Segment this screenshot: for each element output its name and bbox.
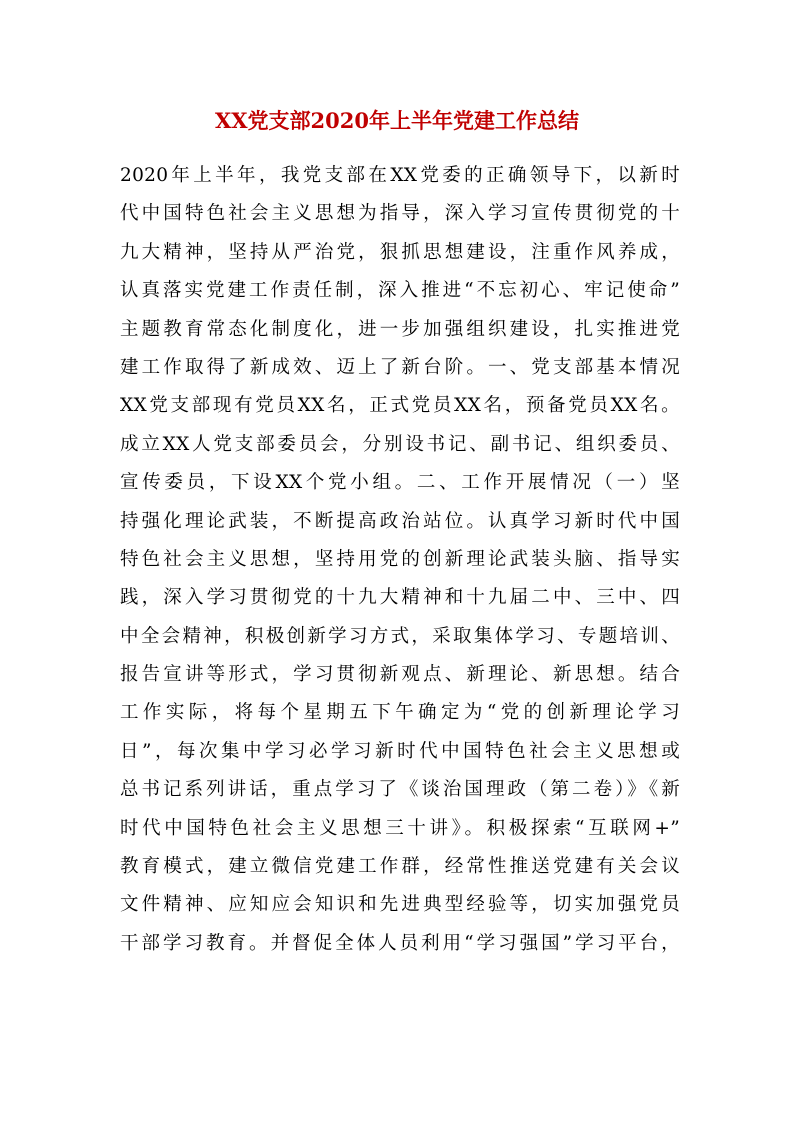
body-line: 报告宣讲等形式，学习贯彻新观点、新理论、新思想。结合 <box>120 664 680 686</box>
body-line: 工作实际，将每个星期五下午确定为“党的创新理论学习 <box>120 702 680 724</box>
document-title: XX党支部2020年上半年党建工作总结 <box>214 108 580 133</box>
body-line: 建工作取得了新成效、迈上了新台阶。一、党支部基本情况 <box>120 356 680 378</box>
body-line: 日”，每次集中学习必学习新时代中国特色社会主义思想或 <box>120 740 680 762</box>
body-line: XX党支部现有党员XX名，正式党员XX名，预备党员XX名。 <box>120 395 680 417</box>
body-line: 总书记系列讲话，重点学习了《谈治国理政（第二卷）》《新 <box>120 779 680 801</box>
body-line: 践，深入学习贯彻党的十九大精神和十九届二中、三中、四 <box>120 587 680 609</box>
body-line: 主题教育常态化制度化，进一步加强组织建设，扎实推进党 <box>120 318 680 340</box>
body-line: 代中国特色社会主义思想为指导，深入学习宣传贯彻党的十 <box>120 203 680 225</box>
body-line: 特色社会主义思想，坚持用党的创新理论武装头脑、指导实 <box>120 548 680 570</box>
body-line: 成立XX人党支部委员会，分别设书记、副书记、组织委员、 <box>120 433 680 455</box>
body-line: 宣传委员，下设XX个党小组。二、工作开展情况（一）坚 <box>120 472 680 494</box>
body-line: 持强化理论武装，不断提高政治站位。认真学习新时代中国 <box>120 510 680 532</box>
body-line: 教育模式，建立微信党建工作群，经常性推送党建有关会议 <box>120 856 680 878</box>
body-line: 干部学习教育。并督促全体人员利用“学习强国”学习平台， <box>120 932 680 954</box>
document-body <box>120 157 680 963</box>
body-line: 文件精神、应知应会知识和先进典型经验等，切实加强党员 <box>120 894 680 916</box>
body-line: 中全会精神，积极创新学习方式，采取集体学习、专题培训、 <box>120 625 680 647</box>
body-line: 九大精神，坚持从严治党，狠抓思想建设，注重作风养成， <box>120 241 680 263</box>
body-line: 认真落实党建工作责任制，深入推进“不忘初心、牢记使命” <box>120 280 680 302</box>
body-line: 2020年上半年，我党支部在XX党委的正确领导下，以新时 <box>120 165 680 186</box>
body-line: 时代中国特色社会主义思想三十讲》。积极探索“互联网+” <box>120 817 680 839</box>
